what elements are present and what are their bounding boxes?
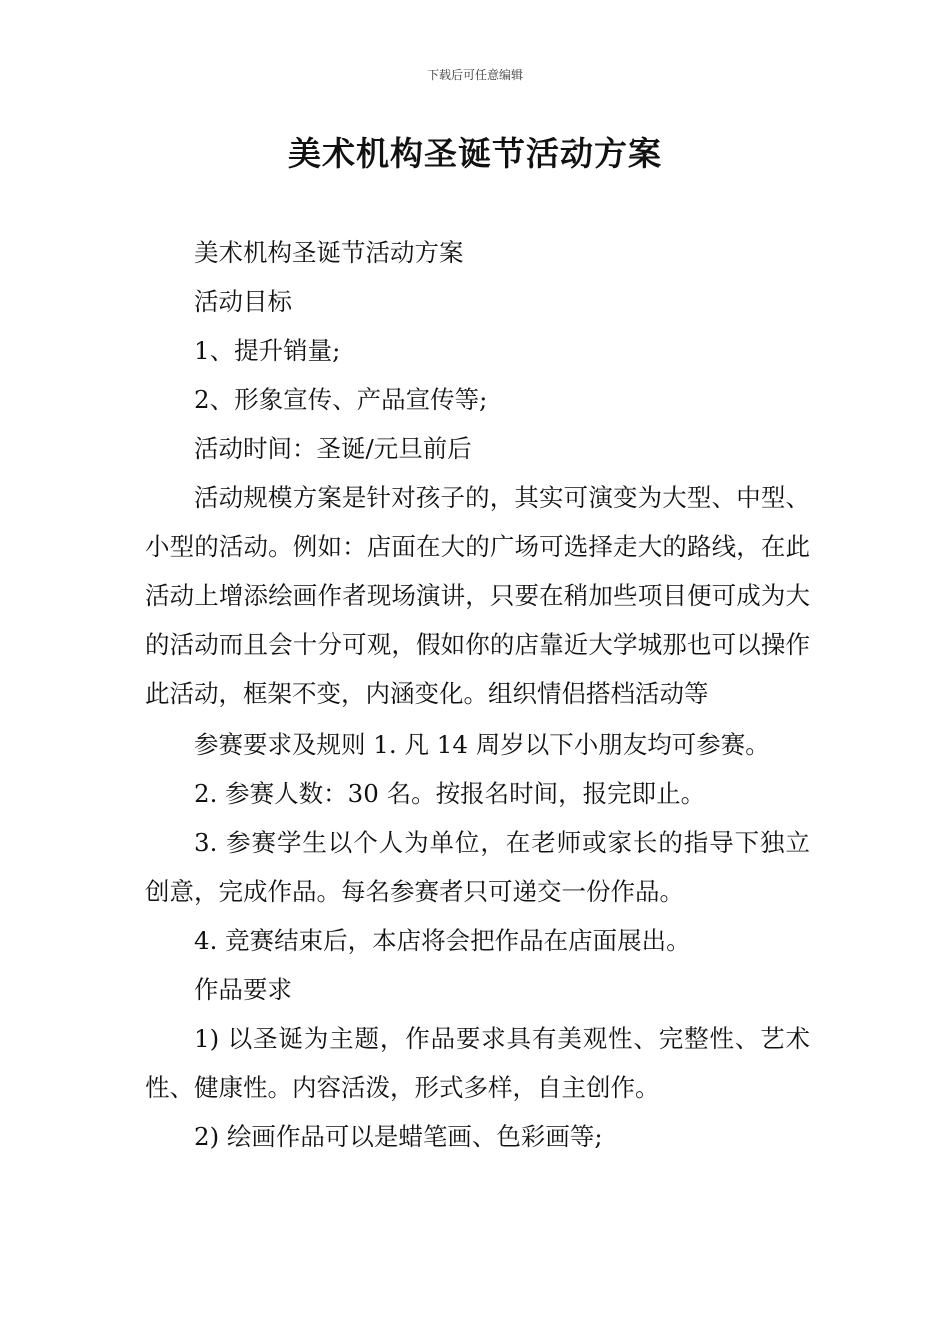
paragraph-rules-1: 参赛要求及规则 1. 凡 14 周岁以下小朋友均可参赛。: [194, 730, 770, 759]
paragraph-time: 活动时间：圣诞/元旦前后: [194, 434, 472, 463]
document-title: 美术机构圣诞节活动方案: [288, 134, 662, 173]
paragraph-work-heading: 作品要求: [194, 975, 292, 1004]
paragraph-subtitle: 美术机构圣诞节活动方案: [194, 238, 464, 267]
paragraph-scale: 活动规模方案是针对孩子的，其实可演变为大型、中型、小型的活动。例如：店面在大的广场可选择走大的路线，在此活动上增添绘画作者现场演讲，只要在稍加些项目便可成为大的活动而且会十分可观，假如你的店靠近大学城那也可以操作此活动，框架不变，内涵变化。组织情侣搭档活动等: [145, 483, 810, 708]
paragraph-rules-4: 4. 竞赛结束后，本店将会把作品在店面展出。: [194, 926, 691, 955]
paragraph-goal-2: 2、形象宣传、产品宣传等;: [194, 385, 488, 414]
document-body: [145, 228, 810, 1161]
paragraph-rules-3: 3. 参赛学生以个人为单位，在老师或家长的指导下独立创意，完成作品。每名参赛者只可递交一份作品。: [145, 828, 810, 906]
paragraph-goal-1: 1、提升销量;: [194, 336, 341, 365]
paragraph-goal-heading: 活动目标: [194, 287, 292, 316]
paragraph-work-1: 1) 以圣诞为主题，作品要求具有美观性、完整性、艺术性、健康性。内容活泼，形式多样，自主创作。: [145, 1024, 810, 1102]
paragraph-work-2: 2) 绘画作品可以是蜡笔画、色彩画等;: [194, 1122, 603, 1151]
page-header-note: 下载后可任意编辑: [426, 68, 523, 82]
paragraph-rules-2: 2. 参赛人数：30 名。按报名时间，报完即止。: [194, 779, 706, 808]
